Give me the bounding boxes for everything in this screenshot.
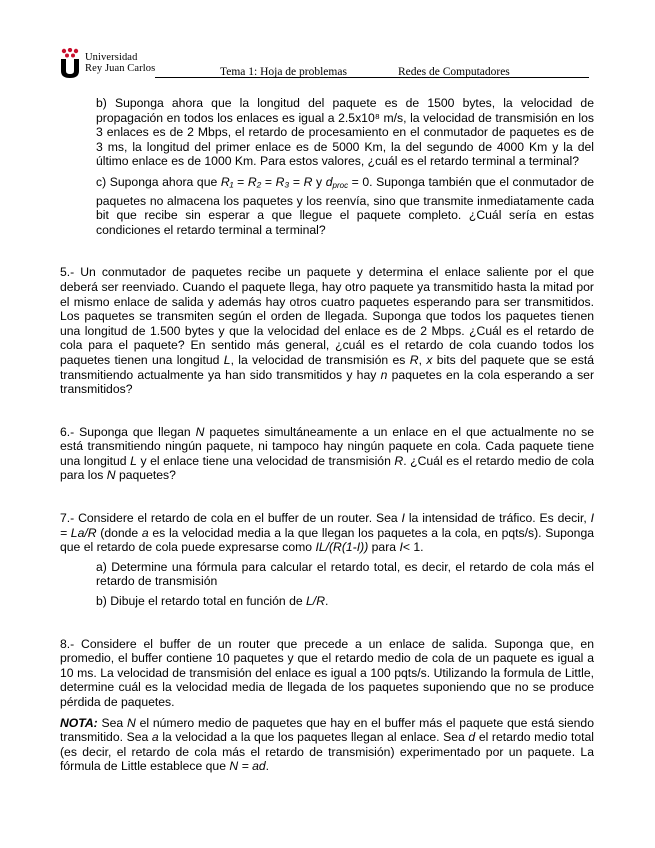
page-header [60, 38, 588, 78]
exercise-5: 5.- Un conmutador de paquetes recibe un paquete y determina el enlace saliente por el que deberá ser reenviado. Cuando el paquete llega, hay otro paquete ya transmitido hasta la mitad por el mismo enlace de salida y además hay otros cuatro paquetes esperando para ser transmitidos. Los paquetes se transmiten según el orden de llegada. Suponga que todos los paquetes tienen una longitud de 1.500 bytes y que la velocidad del enlace es de 2 Mbps. ¿Cuál es el retardo de cola para el paquete? En sentido más general, ¿cuál es el retardo de cola cuando todos los paquetes tienen una longitud L, la velocidad de transmisión es R, x bits del paquete que se está transmitiendo actualmente ya han sido transmitidos y hay n paquetes en la cola esperando a ser transmitidos? [60, 265, 595, 397]
exercise-7: 7.- Considere el retardo de cola en el buffer de un router. Sea I la intensidad de tráfico. Es decir, I = La/R (donde a es la velocidad media a la que llegan los paquetes a la cola, en pqts/s). Suponga que el retardo de cola puede expresarse como IL/(R(1-I)) para I< 1. [60, 511, 595, 555]
exercise-6: 6.- Suponga que llegan N paquetes simultáneamente a un enlace en el que actualmente no se está transmitiendo ningún paquete, ni tampoco hay ningún paquete en cola. Cada paquete tiene una longitud L y el enlace tiene una velocidad de transmisión R. ¿Cuál es el retardo medio de cola para los N paquetes? [60, 424, 595, 483]
university-logo [60, 38, 160, 78]
urjc-logo-icon [60, 48, 80, 78]
problem-sheet [60, 96, 594, 774]
exercise-7a: a) Determine una fórmula para calcular el retardo total, es decir, el retardo de cola más el retardo de transmisión [96, 559, 594, 589]
exercise-8-note: NOTA: Sea N el número medio de paquetes que hay en el buffer más el paquete que está siendo transmitido. Sea a la velocidad a la que los paquetes llegan al enlace. Sea d el retardo medio total (es decir, el retardo de cola más el retardo de transmisión) experimentado por un paquete. La fórmula de Little establece que N = ad. [60, 715, 595, 774]
exercise-7b: b) Dibuje el retardo total en función de L/R. [96, 594, 329, 609]
header-topic: Tema 1: Hoja de problemas [220, 66, 347, 78]
header-course: Redes de Computadores [398, 66, 510, 78]
exercise-4b: b) Suponga ahora que la longitud del paquete es de 1500 bytes, la velocidad de propagación en todos los enlaces es igual a 2.5x10⁸ m/s, la velocidad de transmisión en los 3 enlaces es de 2 Mbps, el retardo de procesamiento en el conmutador de paquetes es de 3 ms, la longitud del primer enlace es de 5000 Km, la del segundo de 4000 Km y la del último enlace es de 1000 Km. Para estos valores, ¿cuál es el retardo terminal a terminal? [96, 96, 594, 169]
exercise-8: 8.- Considere el buffer de un router que precede a un enlace de salida. Suponga que, en promedio, el buffer contiene 10 paquetes y que el retardo medio de cola de un paquete es igual a 10 ms. La velocidad de transmisión del enlace es igual a 100 pqts/s. Utilizando la formula de Little, determine cuál es la velocidad media de llegada de los paquetes suponiendo que no se produce pérdida de paquetes. [60, 636, 594, 709]
exercise-4c: c) Suponga ahora que R₁ = R₂ = R₃ = R y $d_{proc} = 0$. Suponga también que el conmutador de paquetes no almacena los paquetes y los reenvía, sino que transmite inmediatamente cada bit que recibe sin esperar a que llegue el paquete completo. ¿Cuál sería en estas condiciones el retardo terminal a terminal? [96, 174, 595, 237]
university-name-line2: Rey Juan Carlos [85, 63, 156, 74]
university-name-line1: Universidad [85, 52, 138, 63]
